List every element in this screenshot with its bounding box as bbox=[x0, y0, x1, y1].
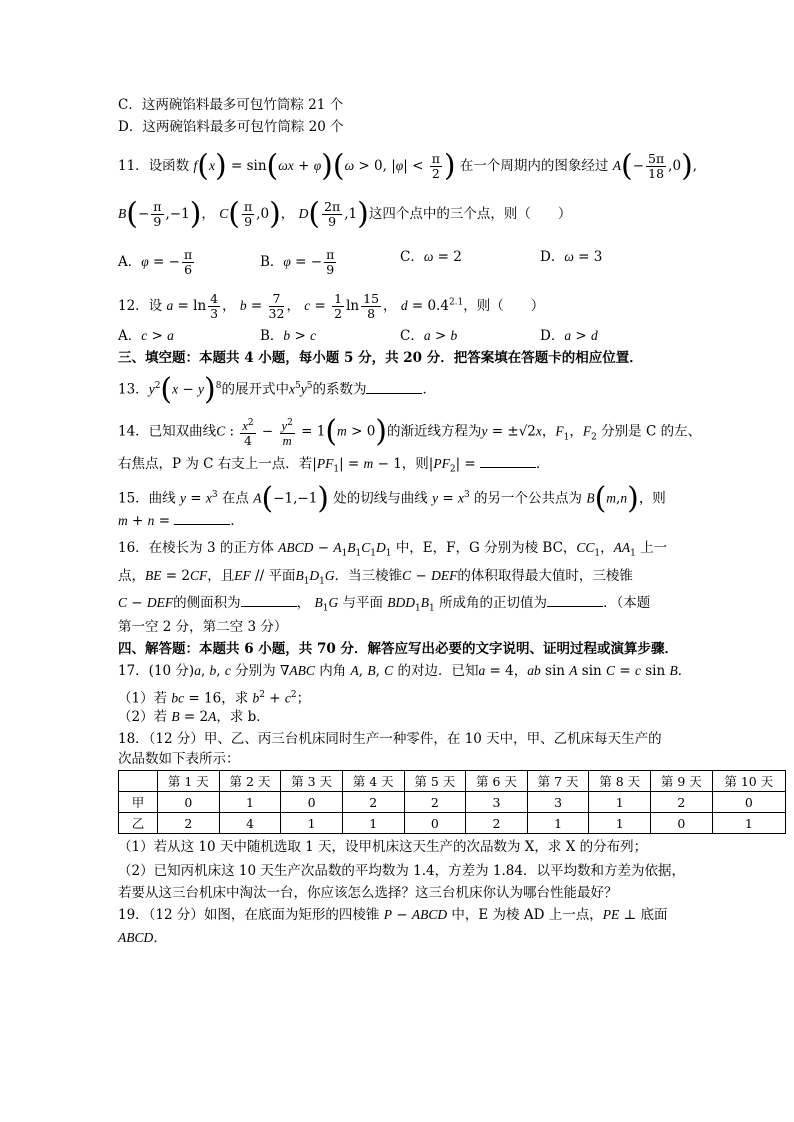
table-cell: 第 8 天 bbox=[589, 771, 651, 792]
q18-line-2: 次品数如下表所示： bbox=[118, 751, 240, 767]
q17-line-1: 17．(10 分)a, b, c 分别为 ∇ABC 内角 A, B, C 的对边．已知a = 4，ab sin A sin C = c sin B． bbox=[118, 663, 692, 679]
table-cell: 2 bbox=[651, 792, 713, 813]
q18-part-2: （2）已知丙机床这 10 天生产次品数的平均数为 1.4，方差为 1.84．以平均数和方差为依据， bbox=[118, 863, 685, 879]
q16-line-3: C − DEF的侧面积为 ， $B_1G$ 与平面 $BDD_1B_1$ 所成角的正切值为 ．（本题 bbox=[118, 595, 651, 614]
q16-answer-blank-2[interactable] bbox=[547, 594, 603, 607]
q12-option-d: D．a > d bbox=[540, 328, 598, 344]
q14-line-1: 14．已知双曲线C : $\frac{x^2}{4}$ − $\frac{y^2}{m}$ = 1(m > 0)的渐近线方程为y = ±√2x，$F_1$，$F_2$ 分别是 C 的左、 bbox=[118, 414, 702, 450]
section-4-heading: 四、解答题：本题共 6 小题，共 70 分．解答应写出必要的文字说明、证明过程或演算步骤． bbox=[118, 641, 678, 657]
table-cell: 2 bbox=[158, 813, 220, 834]
q19-line-2: ABCD． bbox=[118, 930, 167, 945]
q16-answer-blank-1[interactable] bbox=[241, 594, 297, 607]
table-cell: 第 9 天 bbox=[651, 771, 713, 792]
table-header-row bbox=[119, 771, 786, 792]
q16-line-2: 点，BE = 2CF，且EF // 平面$B_1D_1G$．当三棱锥C − DEF的体积取得最大值时，三棱锥 bbox=[118, 568, 633, 587]
q13-answer-blank[interactable] bbox=[366, 381, 422, 394]
q11-option-b: B．φ = − $\frac{\pi}{9}$ bbox=[260, 247, 335, 277]
table-cell: 3 bbox=[466, 792, 528, 813]
q17-part-1: （1）若 bc = 16，求 $b^2 + c^2$； bbox=[118, 690, 311, 707]
table-row bbox=[119, 813, 786, 834]
q11-option-d: D．ω = 3 bbox=[540, 249, 603, 265]
q11-text-mid: 在一个周期内的图象经过 bbox=[459, 158, 609, 174]
q15-answer-blank[interactable] bbox=[174, 512, 230, 525]
table-cell: 1 bbox=[281, 813, 343, 834]
table-cell: 1 bbox=[527, 813, 589, 834]
q15-line-2: m + n = ． bbox=[118, 513, 244, 529]
q18-line-1: 18．（12 分）甲、乙、丙三台机床同时生产一种零件，在 10 天中，甲、乙机床每天生产的 bbox=[118, 731, 662, 747]
table-cell: 0 bbox=[651, 813, 713, 834]
section-3-heading: 三、填空题：本题共 4 小题，每小题 5 分，共 20 分．把答案填在答题卡的相应位置． bbox=[118, 350, 643, 366]
table-cell: 4 bbox=[219, 813, 281, 834]
q12-option-b: B．b > c bbox=[260, 328, 317, 344]
table-cell: 第 4 天 bbox=[342, 771, 404, 792]
q10-option-c: C．这两碗馅料最多可包竹筒粽 21 个 bbox=[118, 97, 344, 113]
q11-tail: 这四个点中的三个点，则（ ） bbox=[368, 206, 572, 222]
q13-line: 13．$y^2(x - y)^8$的展开式中$x^5y^5$的系数为 ． bbox=[118, 372, 436, 407]
table-cell: 甲 bbox=[119, 792, 158, 813]
q10-option-d: D．这两碗馅料最多可包竹筒粽 20 个 bbox=[118, 119, 344, 135]
table-cell: 1 bbox=[712, 813, 785, 834]
q11-line-2: B(− $\frac{\pi}{9}$ ,−1)， C( $\frac{\pi}{9}$ ,0)， D( $\frac{2\pi}{9}$ ,1)这四个点中的三个点，则（ ） bbox=[118, 196, 572, 232]
q11-option-a: A．φ = − $\frac{\pi}{6}$ bbox=[118, 247, 193, 277]
table-cell: 第 1 天 bbox=[158, 771, 220, 792]
q19-line-1: 19．（12 分）如图，在底面为矩形的四棱锥 P − ABCD 中，E 为棱 AD 上一点，PE ⊥ 底面 bbox=[118, 907, 668, 923]
table-cell: 2 bbox=[404, 792, 466, 813]
q14-line-2: 右焦点，P 为 C 右支上一点．若$|PF_1| = m - 1$，则$|PF_2|$ = ． bbox=[118, 456, 550, 475]
q12-tail: ，则（ ） bbox=[463, 298, 545, 314]
table-cell: 0 bbox=[281, 792, 343, 813]
table-cell: 3 bbox=[527, 792, 589, 813]
table-cell: 2 bbox=[342, 792, 404, 813]
table-cell: 第 5 天 bbox=[404, 771, 466, 792]
q18-part-1: （1）若从这 10 天中随机选取 1 天，设甲机床这天生产的次品数为 X，求 X 的分布列； bbox=[118, 839, 648, 855]
table-cell: 1 bbox=[219, 792, 281, 813]
q18-part-3: 若要从这三台机床中淘汰一台，你应该怎么选择？这三台机床你认为哪台性能最好？ bbox=[118, 885, 618, 901]
table-cell: 第 10 天 bbox=[712, 771, 785, 792]
q11-function: f bbox=[193, 158, 198, 173]
q16-line-1: 16．在棱长为 3 的正方体 ABCD − $A_1B_1C_1D_1$ 中，E，F，G 分别为棱 BC，$CC_1$，$AA_1$ 上一 bbox=[118, 540, 668, 559]
q11-number: 11．设函数 bbox=[118, 158, 190, 174]
table-cell: 第 2 天 bbox=[219, 771, 281, 792]
q12-line: 12．设 a = ln $\frac{4}{3}$ ， b = $\frac{7}{32}$ ， c = $\frac{1}{2}$ ln $\frac{15}{8}$ ， $d = 0.4^{2.1}$，则（ ） bbox=[118, 291, 545, 321]
q17-part-2: （2）若 B = 2A，求 b． bbox=[118, 709, 270, 725]
q15-line-1: 15．曲线 $y = x^3$ 在点 A(−1,−1) 处的切线与曲线 $y = x^3$ 的另一个公共点为 B(m,n)，则 bbox=[118, 481, 666, 516]
q12-option-c: C．a > b bbox=[400, 328, 458, 344]
q12-option-a: A．c > a bbox=[118, 328, 174, 344]
table-cell: 2 bbox=[466, 813, 528, 834]
table-cell: 第 7 天 bbox=[527, 771, 589, 792]
table-row bbox=[119, 792, 786, 813]
table-cell: 0 bbox=[712, 792, 785, 813]
table-cell: 第 6 天 bbox=[466, 771, 528, 792]
table-cell: 0 bbox=[158, 792, 220, 813]
q12-number: 12．设 bbox=[118, 298, 163, 314]
q16-line-4: 第一空 2 分，第二空 3 分） bbox=[118, 619, 288, 635]
table-cell: 第 3 天 bbox=[281, 771, 343, 792]
table-cell: 0 bbox=[404, 813, 466, 834]
table-cell bbox=[119, 771, 158, 792]
q11-line-1: 11．设函数 f(x) = sin(ωx + φ)(ω > 0, |φ| < $\frac{\pi}{2}$ ) 在一个周期内的图象经过 A(− $\frac{5\pi}{18}$ ,0), bbox=[118, 148, 698, 184]
q11-option-c: C．ω = 2 bbox=[400, 249, 462, 265]
q14-answer-blank[interactable] bbox=[480, 455, 536, 468]
table-cell: 乙 bbox=[119, 813, 158, 834]
table-cell: 1 bbox=[589, 792, 651, 813]
defects-table bbox=[118, 770, 786, 834]
table-cell: 1 bbox=[589, 813, 651, 834]
table-cell: 1 bbox=[342, 813, 404, 834]
